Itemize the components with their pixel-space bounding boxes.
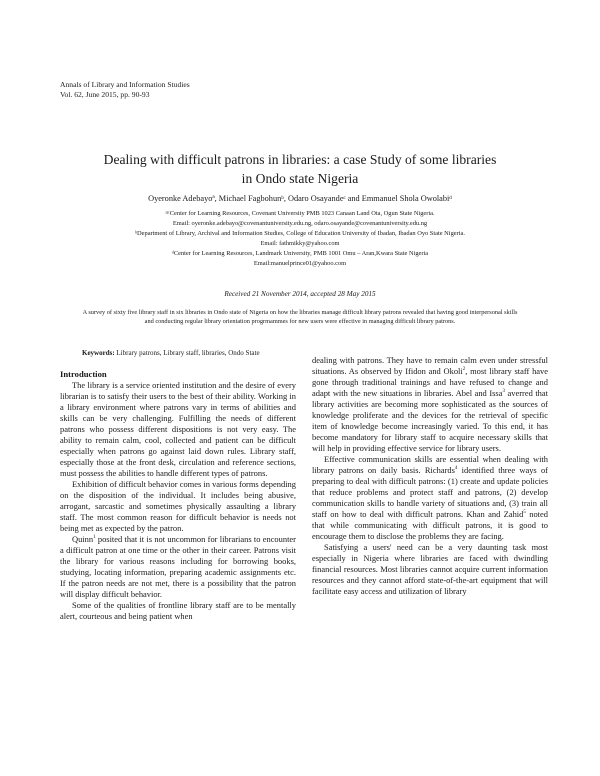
paragraph-text: identified three ways of preparing to deal with difficult patrons: (1) create and update policies that reduce problems and protect staff and patrons, (2) develop communication skills to handle variety of situations and, (3) train all staff on how to deal with difficult patrons. Khan and Zahid — [312, 465, 548, 519]
citation-ref: 1 — [93, 535, 96, 541]
left-column — [60, 369, 296, 622]
journal-issue: Vol. 62, June 2015, pp. 90-93 — [60, 90, 150, 99]
affiliation-line: ᵇDepartment of Library, Archival and Information Studies, College of Education University of Ibadan, Ibadan Oyo State Nigeria. — [135, 230, 465, 237]
author-list: Oyeronke Adebayoª, Michael Fagbohunᵇ, Odaro Osayandeᶜ and Emmanuel Shola Owolabiᵈ — [148, 194, 452, 203]
paragraph — [312, 355, 548, 454]
abstract: A survey of sixty five library staff in six libraries in Ondo state of Nigeria on how the libraries manage difficult library patrons revealed that having good interpersonal skills and conducting regular library orientation progrmammes for new users were effective in managing difficult library patrons. — [82, 309, 518, 325]
affiliation-line: ᵈCenter for Learning Resources, Landmark University, PMB 1001 Omu – Aran,Kwara State Nigeria — [171, 250, 429, 257]
citation-ref: 3 — [502, 389, 505, 395]
right-column — [312, 355, 548, 597]
paragraph: The library is a service oriented institution and the desire of every librarian is to satisfy their users to the best of their ability. Working in a library environment where patrons vary in terms of abilities and skills can be very challenging. Fulfilling the needs of different patrons who possess different dispositions is not very easy. The ability to remain calm, cool, collected and patient can be difficult especially when patrons go against laid down rules. Library staff, especially those at the front desk, circulation and reference sections, must possess the abilities to handle different types of patrons. — [60, 380, 296, 478]
paragraph-text: Effective communication skills are essential when dealing with library patrons on daily basis. Richards — [312, 454, 548, 475]
journal-header — [60, 80, 190, 100]
received-dates: Received 21 November 2014, accepted 28 May 2015 — [224, 290, 376, 298]
paragraph: Some of the qualities of frontline library staff are to be mentally alert, courteous and being patient when — [60, 600, 296, 621]
title-line-2: in Ondo state Nigeria — [241, 171, 359, 186]
paragraph: Exhibition of difficult behavior comes in various forms depending on the disposition of the individual. It includes being abusive, arrogant, sarcastic and sometimes physically assaulting a library staff. The most common reason for difficult behavior is needs not being met as expected by the patron. — [60, 479, 296, 533]
paragraph-text: , most library staff have gone through traditional trainings and have refused to change and adapt with the new situations in libraries. Abel and Issa — [312, 366, 548, 398]
paragraph-text: dealing with patrons. They have to remain calm even under stressful situations. As observed by Ifidon and Okoli — [312, 355, 548, 376]
paragraph — [60, 534, 296, 600]
paragraph: Satisfying a users' need can be a very daunting task most especially in Nigeria where libraries are faced with dwindling financial resources. Most libraries cannot acquire current information resources and they cannot afford state-of-the-art equipment that will facilitate easy access and utilization of library — [312, 542, 548, 596]
citation-author: Quinn — [72, 534, 94, 544]
journal-name: Annals of Library and Information Studies — [60, 80, 190, 89]
keywords — [82, 349, 260, 357]
citation-ref: 2 — [462, 367, 466, 373]
citation-ref: 4 — [454, 466, 458, 472]
article-title — [60, 150, 540, 188]
keywords-label: Keywords: — [82, 349, 115, 357]
affiliation-line: Email: oyeronke.adebayo@covenantuniversity.edu.ng, odaro.osayande@covenantuniversity.edu.ng — [172, 220, 428, 227]
section-heading-introduction: Introduction — [60, 369, 107, 379]
citation-ref: 5 — [523, 510, 526, 516]
title-line-1: Dealing with difficult patrons in libraries: a case Study of some libraries — [103, 152, 497, 167]
affiliation-line: Email: fathmikky@yahoo.com — [260, 240, 340, 247]
paragraph-text: noted that while communicating with difficult patrons, it is good to encourage them to disclose the problems they are facing. — [312, 509, 548, 541]
affiliation-line: Email:manuelprince01@yahoo.com — [253, 260, 347, 267]
keywords-text: Library patrons, Library staff, libraries, Ondo State — [116, 349, 260, 357]
paragraph-text: posited that it is not uncommon for librarians to encounter a difficult patron at one time or the other in their career. Patrons visit the library for various reasons including for borrowing books, studying, locating information, preparing academic assignments etc. If the patron needs are not met, there is a possibility that the patron will display difficult behavior. — [60, 534, 296, 599]
paragraph — [312, 454, 548, 542]
affiliations — [60, 209, 540, 269]
affiliation-line: ᵃʲᶜCenter for Learning Resources, Covenant University PMB 1023 Canaan Land Ota, Ogun State Nigeria. — [165, 210, 435, 217]
paragraph-text: averred that library activities are becoming more sophisticated as the sources of knowledge proliferate and the devices for the retrieval of specific item of knowledge become increasingly varied. To this end, it has become mandatory for library staff to acquire necessary skills that will help in providing effective service for library users. — [312, 388, 548, 453]
